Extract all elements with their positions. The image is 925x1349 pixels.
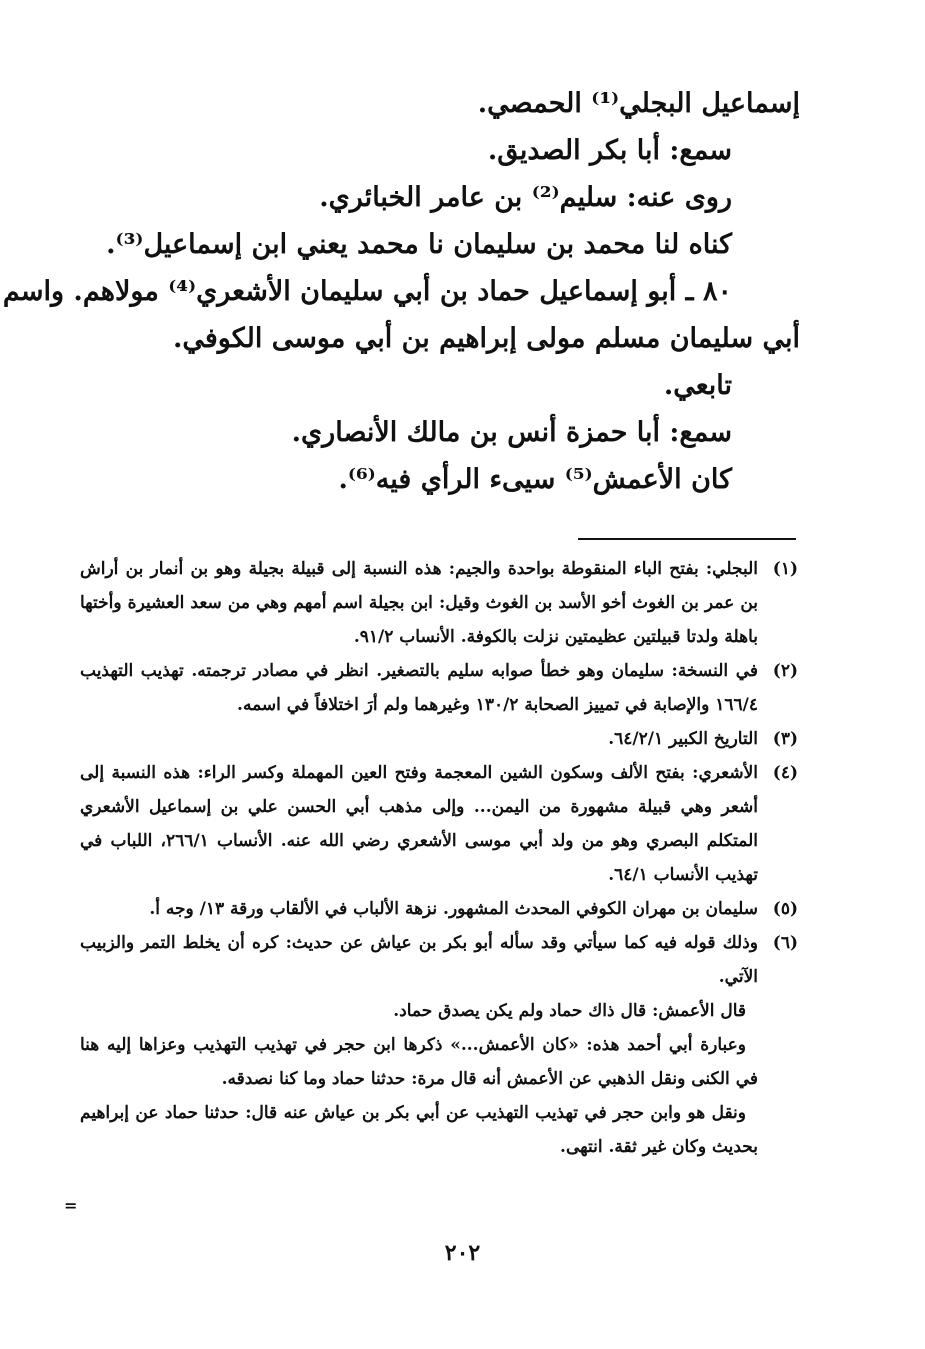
- footnote-line: البجلي: بفتح الباء المنقوطة بواحدة والجيم: هذه النسبة إلى قبيلة بجيلة وهو بن أنمار بن أراش: [80, 559, 758, 579]
- footnote-line: الآتي.: [718, 967, 758, 987]
- main-line-9: كان الأعمش⁽⁵⁾ سيىء الرأي فيه⁽⁶⁾.: [338, 464, 732, 495]
- footnote-line: سليمان بن مهران الكوفي المحدث المشهور. نزهة الألباب في الألقاب ورقة ١٣/ وجه أ.: [149, 899, 758, 919]
- footnote-number: (٥): [772, 899, 798, 919]
- footnote-3: [80, 722, 798, 756]
- footnote-line: ونقل هو وابن حجر في تهذيب التهذيب عن أبي بكر بن عياش عنه قال: حدثنا حماد عن إبراهيم: [80, 1103, 746, 1123]
- footnote-line: بن عمر بن الغوث أخو الأسد بن الغوث وقيل: ابن بجيلة اسم أمهم وهي من سعد العشيرة وأختها: [80, 593, 758, 613]
- footnote-line: الأشعري: بفتح الألف وسكون الشين المعجمة وفتح العين المهملة وكسر الراء: هذه النسبة إلى: [80, 763, 758, 783]
- footnote-number: (٣): [772, 729, 798, 749]
- continuation-mark: =: [64, 1196, 78, 1215]
- footnote-line: وعبارة أبي أحمد هذه: «كان الأعمش...» ذكرها ابن حجر في تهذيب التهذيب وعزاها إليه هنا: [80, 1035, 746, 1055]
- footnote-line: المتكلم البصري وهو من ولد أبي موسى الأشعري رضي الله عنه. الأنساب ٢٦٦/١، اللباب في: [80, 831, 758, 851]
- footnote-number: (٤): [772, 763, 798, 783]
- footnote-6: [80, 926, 798, 1164]
- footnote-1: [80, 552, 798, 654]
- footnote-number: (١): [772, 559, 798, 579]
- footnote-divider: [578, 538, 796, 540]
- footnote-number: (٢): [772, 661, 798, 681]
- footnote-line: وذلك قوله فيه كما سيأتي وقد سأله أبو بكر بن عياش عن حديث: كره أن يخلط التمر والزبيب: [80, 933, 758, 953]
- footnote-number: (٦): [772, 933, 798, 953]
- page-number: ٢٠٢: [444, 1240, 481, 1266]
- footnote-line: في الكنى ونقل الذهبي عن الأعمش أنه قال مرة: حدثنا حماد وما كنا نصدقه.: [221, 1069, 758, 1089]
- main-line-1: إسماعيل البجلي⁽¹⁾ الحمصي.: [477, 88, 800, 119]
- main-text: [2, 80, 800, 503]
- main-line-7: تابعي.: [663, 370, 732, 401]
- footnote-line: باهلة ولدتا قبيلتين عظيمتين نزلت بالكوفة. الأنساب ٩١/٢.: [353, 627, 758, 647]
- footnote-line: تهذيب الأنساب ٦٤/١.: [608, 865, 758, 885]
- footnote-line: ١٦٦/٤ والإصابة في تمييز الصحابة ١٣٠/٢ وغيرهما ولم أرَ اختلافاً في اسمه.: [237, 695, 758, 715]
- main-line-2: سمع: أبا بكر الصديق.: [487, 135, 732, 166]
- footnote-line: أشعر وهي قبيلة مشهورة من اليمن... وإلى مذهب أبي الحسن علي بن إسماعيل الأشعري: [80, 797, 758, 817]
- footnote-line: قال الأعمش: قال ذاك حماد ولم يكن يصدق حماد.: [393, 1001, 746, 1021]
- footnote-line: التاريخ الكبير ٦٤/٢/١.: [608, 729, 758, 749]
- main-line-3: روى عنه: سليم⁽²⁾ بن عامر الخبائري.: [319, 182, 732, 213]
- footnote-line: في النسخة: سليمان وهو خطأ صوابه سليم بالتصغير. انظر في مصادر ترجمته. تهذيب التهذيب: [80, 661, 758, 681]
- footnote-5: [80, 892, 798, 926]
- footnotes: [80, 552, 798, 1164]
- main-line-4: كناه لنا محمد بن سليمان نا محمد يعني ابن إسماعيل⁽³⁾.: [106, 229, 732, 260]
- main-line-8: سمع: أبا حمزة أنس بن مالك الأنصاري.: [291, 417, 732, 448]
- main-line-6: أبي سليمان مسلم مولى إبراهيم بن أبي موسى الكوفي.: [173, 323, 800, 354]
- footnote-line: بحديث وكان غير ثقة. انتهى.: [560, 1137, 758, 1157]
- main-line-5-entry-80: ٨٠ ـ أبو إسماعيل حماد بن أبي سليمان الأشعري⁽⁴⁾ مولاهم. واسم: [2, 276, 732, 307]
- footnote-2: [80, 654, 798, 722]
- footnote-4: [80, 756, 798, 892]
